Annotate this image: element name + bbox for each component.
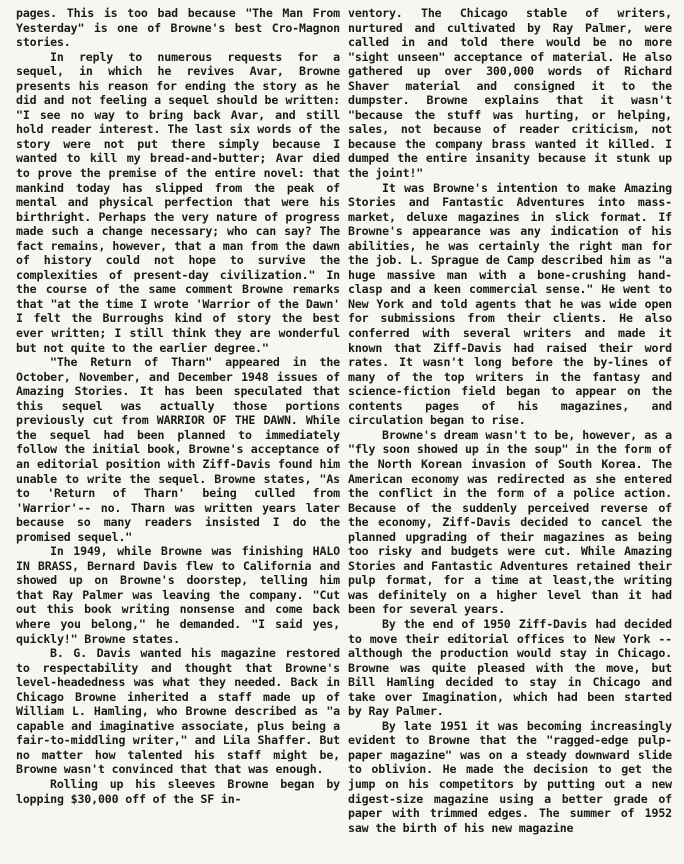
paragraph: It was Browne's intention to make Amazing Stories and Fantastic Adventures into mass-market, deluxe magazines in slick format. If Browne's appearance was any indication of his abilities, he was certainly the right man for the job. L. Sprague de Camp described him as "a huge massive man with a bone-crushing hand-clasp and a keen commercial sense." He went to New York and told agents that he was wide open for submissions from their clients. He also conferred with several writers and made it known that Ziff-Davis had raised their word rates. It wasn't long before the by-lines of many of the top writers in the fantasy and science-fiction field began to appear on the contents pages of his magazines, and circulation began to rise. [348, 180, 672, 428]
two-column-body [16, 6, 672, 835]
paragraph: Browne's dream wasn't to be, however, as a "fly soon showed up in the soup" in the form of the North Korean invasion of South Korea. The American economy was redirected as she entered the conflict in the form of a police action. Because of the suddenly perceived reverse of the economy, Ziff-Davis decided to cancel the planned upgrading of their magazines as being too risky and budgets were cut. While Amazing Stories and Fantastic Adventures retained their pulp format, for a time at least,the writing was definitely on a higher level than it had been for several years. [348, 427, 672, 617]
paragraph: Rolling up his sleeves Browne began by lopping $30,000 off of the SF in- [16, 776, 340, 806]
paragraph: ventory. The Chicago stable of writers, nurtured and cultivated by Ray Palmer, were called in and told there would be no more "sight unseen" acceptance of material. He also gathered up over 300,000 words of Richard Shaver material and consigned it to the dumpster. Browne explains that it wasn't "because the stuff was hurting, or helping, sales, not because of reader criticism, not because the company brass wanted it killed. I dumped the entire insanity because it stunk up the joint!" [348, 6, 672, 181]
paragraph: pages. This is too bad because "The Man From Yesterday" is one of Browne's best Cro-Magnon stories. [16, 6, 340, 50]
right-column [348, 6, 672, 835]
paragraph: By late 1951 it was becoming increasingly evident to Browne that the "ragged-edge pulp-paper magazine" was on a steady downward slide to oblivion. He made the decision to get the jump on his competitors by putting out a new digest-size magazine using a better grade of paper with trimmed edges. The summer of 1952 saw the birth of his new magazine [348, 718, 672, 835]
paragraph: By the end of 1950 Ziff-Davis had decided to move their editorial offices to New York -- although the production would stay in Chicago. Browne was quite pleased with the move, but Bill Hamling decided to stay in Chicago and take over Imagination, which had been started by Ray Palmer. [348, 616, 672, 719]
paragraph: In reply to numerous requests for a sequel, in which he revives Avar, Browne presents his reason for ending the story as he did and not feeling a sequel should be written: "I see no way to bring back Avar, and still hold reader interest. The last six words of the story were not put there simply because I wanted to kill my bread-and-butter; Avar died to prove the premise of the entire novel: that mankind today has slipped from the peak of mental and physical perfection that were his birthright. Perhaps the very nature of progress made such a change necessary; who can say? The fact remains, however, that a man from the dawn of history could not hope to survive the complexities of present-day civilization." In the course of the same comment Browne remarks that "at the time I wrote 'Warrior of the Dawn' I felt the Burroughs kind of story the best ever written; I still think they are wonderful but not quite to the earlier degree." [16, 49, 340, 355]
paragraph: In 1949, while Browne was finishing HALO IN BRASS, Bernard Davis flew to California and showed up on Browne's doorstep, telling him that Ray Palmer was leaving the company. "Cut out this book writing nonsense and come back where you belong," he demanded. "I said yes, quickly!" Browne states. [16, 544, 340, 646]
paragraph: "The Return of Tharn" appeared in the October, November, and December 1948 issues of Amazing Stories. It has been speculated that this sequel was actually those portions previously cut from WARRIOR OF THE DAWN. While the sequel had been planned to immediately follow the initial book, Browne's acceptance of an editorial position with Ziff-Davis found him unable to write the sequel. Browne states, "As to 'Return of Tharn' being culled from 'Warrior'-- no. Tharn was written years later because so many readers insisted I do the promised sequel." [16, 355, 340, 544]
left-column [16, 6, 340, 835]
paragraph: B. G. Davis wanted his magazine restored to respectability and thought that Browne's level-headedness was what they needed. Back in Chicago Browne inherited a staff made up of William L. Hamling, who Browne described as "a capable and imaginative associate, plus being a fair-to-middling writer," and Lila Shaffer. But no matter how talented his staff might be, Browne wasn't convinced that that was enough. [16, 646, 340, 777]
